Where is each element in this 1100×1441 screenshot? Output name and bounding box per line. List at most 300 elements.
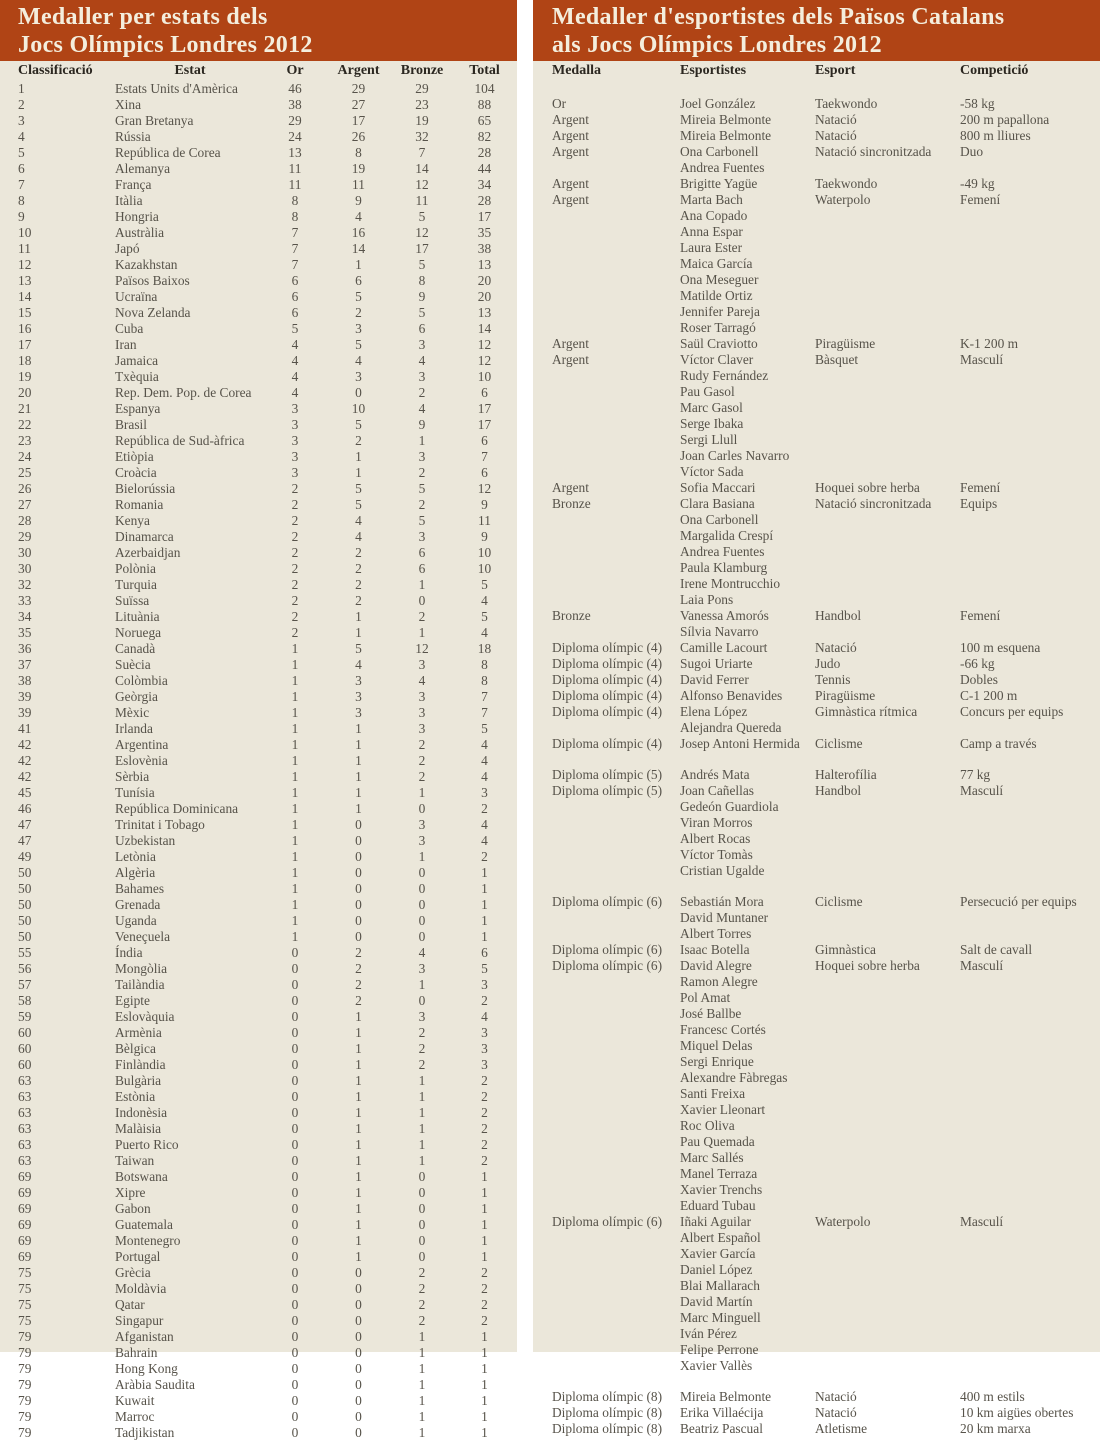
cell-medalla: Diploma olímpic (5)	[552, 782, 663, 798]
cell-rank: 16	[18, 321, 32, 336]
table-row	[533, 272, 1100, 288]
cell-or: 38	[288, 97, 302, 112]
cell-estat: Algèria	[115, 865, 156, 880]
cell-estat: República de Corea	[115, 145, 221, 160]
cell-argent: 2	[355, 977, 362, 992]
cell-esport	[815, 560, 960, 576]
cell-argent: 4	[355, 353, 362, 368]
cell-bronze: 1	[418, 1105, 426, 1120]
cell-or: 46	[288, 81, 302, 96]
cell-rank: 42	[18, 737, 32, 752]
cell-medalla: Argent	[552, 191, 589, 207]
cell-rank: 79	[18, 1329, 32, 1344]
cell-total: 1	[481, 913, 488, 928]
cell-competicio	[960, 1150, 1100, 1166]
cell-estat: Estats Units d'Amèrica	[115, 81, 238, 96]
cell-or: 1	[291, 705, 299, 720]
cell-medalla	[533, 1166, 680, 1182]
table-row	[0, 1297, 517, 1313]
cell-argent: 2	[355, 305, 362, 320]
cell-total: 1	[481, 1185, 488, 1200]
cell-competicio	[960, 1246, 1100, 1262]
cell-medalla	[533, 256, 680, 272]
cell-rank: 30	[18, 545, 32, 560]
cell-argent: 0	[355, 1361, 362, 1376]
cell-esport	[815, 576, 960, 592]
cell-or: 0	[291, 1185, 299, 1200]
cell-or: 8	[291, 193, 299, 208]
cell-esportista	[680, 879, 815, 894]
cell-medalla	[533, 464, 680, 480]
cell-bronze: 1	[418, 1393, 426, 1408]
cell-or: 1	[291, 865, 299, 880]
cell-estat: Iran	[115, 337, 137, 352]
cell-argent: 1	[355, 1073, 362, 1088]
cell-bronze: 11	[415, 193, 429, 208]
table-row	[533, 1230, 1100, 1246]
cell-esportista: Jennifer Pareja	[680, 303, 760, 319]
table-row	[0, 897, 517, 913]
cell-or: 0	[291, 1377, 299, 1392]
cell-competicio	[960, 304, 1100, 320]
cell-total: 1	[481, 1361, 488, 1376]
cell-esportista: Brigitte Yagüe	[680, 175, 758, 191]
cell-total: 1	[481, 1409, 488, 1424]
cell-bronze: 4	[418, 673, 426, 688]
table-row	[0, 673, 517, 689]
cell-estat: Finlàndia	[115, 1057, 166, 1072]
cell-competicio	[960, 974, 1100, 990]
cell-esportista: Marc Minguell	[680, 1309, 761, 1325]
cell-or: 0	[291, 1361, 299, 1376]
cell-esport	[815, 1326, 960, 1342]
cell-argent: 1	[355, 1201, 362, 1216]
table-row	[0, 225, 517, 241]
cell-esport	[815, 400, 960, 416]
cell-medalla: Diploma olímpic (8)	[552, 1404, 663, 1420]
cell-rank: 69	[18, 1185, 32, 1200]
cell-esport	[815, 624, 960, 640]
cell-esportista: Irene Montrucchio	[680, 575, 781, 591]
table-row	[0, 1153, 517, 1169]
cell-argent: 0	[355, 1313, 362, 1328]
cell-bronze: 1	[418, 1425, 426, 1440]
cell-competicio: Camp a través	[960, 735, 1037, 751]
cell-competicio: 10 km aigües obertes	[960, 1404, 1074, 1420]
cell-esport	[815, 368, 960, 384]
column-header-esportistes: Esportistes	[680, 63, 747, 78]
cell-estat: Qatar	[115, 1297, 145, 1312]
cell-esportista: Laura Ester	[680, 239, 743, 255]
cell-competicio	[960, 320, 1100, 336]
cell-total: 3	[481, 1041, 488, 1056]
cell-competicio	[960, 752, 1100, 767]
cell-esportista: Pol Amat	[680, 989, 731, 1005]
cell-estat: Tailàndia	[115, 977, 165, 992]
cell-or: 0	[291, 1169, 299, 1184]
table-row	[533, 958, 1100, 974]
cell-esport: Bàsquet	[815, 351, 859, 367]
column-header-total: Total	[469, 63, 500, 78]
cell-rank: 56	[18, 961, 32, 976]
cell-estat: Txèquia	[115, 369, 159, 384]
table-row	[533, 1405, 1100, 1421]
cell-bronze: 3	[418, 337, 426, 352]
cell-or: 11	[288, 177, 302, 192]
cell-total: 4	[481, 737, 488, 752]
cell-or: 6	[291, 289, 299, 304]
cell-rank: 60	[18, 1041, 32, 1056]
cell-esport	[815, 1102, 960, 1118]
cell-bronze: 2	[418, 1265, 426, 1280]
table-row	[533, 384, 1100, 400]
table-row	[0, 705, 517, 721]
cell-competicio	[960, 1230, 1100, 1246]
table-row	[533, 288, 1100, 304]
cell-argent: 1	[355, 769, 362, 784]
table-row	[533, 656, 1100, 672]
cell-bronze: 0	[418, 1249, 426, 1264]
cell-esportista: José Ballbe	[680, 1005, 742, 1021]
cell-estat: Bielorússia	[115, 481, 176, 496]
cell-argent: 2	[355, 945, 362, 960]
cell-medalla	[533, 624, 680, 640]
cell-medalla	[533, 448, 680, 464]
cell-competicio: Persecució per equips	[960, 893, 1077, 909]
cell-medalla	[533, 1246, 680, 1262]
cell-rank: 50	[18, 913, 32, 928]
cell-competicio	[960, 1038, 1100, 1054]
cell-medalla: Argent	[552, 351, 589, 367]
cell-total: 10	[477, 369, 492, 384]
cell-competicio	[960, 576, 1100, 592]
cell-or: 0	[291, 1201, 299, 1216]
cell-rank: 10	[18, 225, 32, 240]
table-row	[533, 1118, 1100, 1134]
cell-estat: Nova Zelanda	[115, 305, 191, 320]
cell-medalla	[533, 576, 680, 592]
cell-competicio: 77 kg	[960, 766, 991, 782]
cell-esportista: Alfonso Benavides	[680, 687, 783, 703]
cell-bronze: 4	[418, 353, 426, 368]
cell-medalla	[533, 720, 680, 736]
table-row	[533, 736, 1100, 752]
cell-competicio	[960, 448, 1100, 464]
cell-bronze: 0	[418, 913, 426, 928]
column-header-classificacio: Classificació	[18, 63, 93, 78]
cell-competicio	[960, 926, 1100, 942]
cell-rank: 63	[18, 1089, 32, 1104]
cell-or: 2	[291, 545, 299, 560]
cell-total: 104	[474, 81, 495, 96]
column-header-medalla: Medalla	[552, 63, 601, 78]
cell-esport	[815, 815, 960, 831]
cell-esportista: Elena López	[680, 703, 748, 719]
cell-competicio	[960, 1102, 1100, 1118]
cell-argent: 1	[355, 1121, 362, 1136]
cell-estat: República de Sud-àfrica	[115, 433, 245, 448]
cell-medalla	[533, 81, 680, 96]
table-row	[533, 704, 1100, 720]
table-row	[0, 497, 517, 513]
cell-medalla	[533, 1294, 680, 1310]
cell-competicio	[960, 1006, 1100, 1022]
cell-or: 0	[291, 1057, 299, 1072]
cell-competicio: 400 m estils	[960, 1388, 1025, 1404]
cell-or: 11	[288, 161, 302, 176]
cell-medalla: Diploma olímpic (4)	[552, 735, 663, 751]
table-row	[533, 336, 1100, 352]
cell-argent: 1	[355, 1105, 362, 1120]
cell-rank: 50	[18, 897, 32, 912]
cell-bronze: 3	[418, 529, 426, 544]
cell-bronze: 0	[418, 1201, 426, 1216]
cell-argent: 4	[355, 529, 362, 544]
cell-medalla	[533, 1278, 680, 1294]
cell-or: 1	[291, 833, 299, 848]
cell-estat: Colòmbia	[115, 673, 168, 688]
cell-medalla	[533, 208, 680, 224]
cell-or: 0	[291, 961, 299, 976]
table-row	[533, 767, 1100, 783]
cell-esport: Judo	[815, 655, 841, 671]
table-row	[533, 1262, 1100, 1278]
cell-esportista: Joan Cañellas	[680, 782, 755, 798]
table-row	[0, 1185, 517, 1201]
table-row	[0, 289, 517, 305]
cell-estat: Indonèsia	[115, 1105, 168, 1120]
table-row	[533, 1006, 1100, 1022]
cell-estat: Espanya	[115, 401, 161, 416]
cell-esport	[815, 1150, 960, 1166]
cell-estat: Suïssa	[115, 593, 150, 608]
cell-total: 1	[481, 1201, 488, 1216]
cell-rank: 21	[18, 401, 32, 416]
medals-by-state-panel	[0, 0, 517, 1440]
table-row	[0, 1281, 517, 1297]
cell-esport	[815, 863, 960, 879]
cell-bronze: 7	[418, 145, 426, 160]
cell-rank: 79	[18, 1393, 32, 1408]
cell-esportista: Víctor Sada	[680, 463, 744, 479]
cell-bronze: 2	[418, 1057, 426, 1072]
cell-rank: 33	[18, 593, 32, 608]
table-row	[533, 974, 1100, 990]
cell-competicio	[960, 1070, 1100, 1086]
cell-bronze: 1	[418, 1153, 426, 1168]
table-row	[533, 304, 1100, 320]
cell-esportista: Mireia Belmonte	[680, 127, 772, 143]
cell-competicio	[960, 272, 1100, 288]
cell-esportista: Sergi Llull	[680, 431, 738, 447]
cell-medalla	[533, 926, 680, 942]
cell-argent: 27	[351, 97, 366, 112]
cell-esportista: Vanessa Amorós	[680, 607, 769, 623]
cell-estat: Suècia	[115, 657, 151, 672]
cell-esport: Ciclisme	[815, 735, 863, 751]
cell-or: 0	[291, 993, 299, 1008]
cell-or: 0	[291, 1313, 299, 1328]
cell-bronze: 12	[415, 177, 429, 192]
cell-competicio	[960, 240, 1100, 256]
table-row	[0, 913, 517, 929]
cell-medalla	[533, 1022, 680, 1038]
table-row	[0, 817, 517, 833]
cell-argent: 2	[355, 433, 362, 448]
cell-esportista: Margalida Crespí	[680, 527, 774, 543]
cell-medalla	[533, 1086, 680, 1102]
cell-or: 0	[291, 1025, 299, 1040]
cell-or: 0	[291, 1297, 299, 1312]
cell-rank: 14	[18, 289, 32, 304]
cell-or: 6	[291, 273, 299, 288]
cell-or: 7	[291, 257, 299, 272]
cell-competicio: Femení	[960, 479, 1001, 495]
cell-estat: Bulgària	[115, 1073, 162, 1088]
cell-esport	[815, 974, 960, 990]
cell-esport	[815, 1134, 960, 1150]
cell-argent: 2	[355, 961, 362, 976]
cell-or: 0	[291, 1233, 299, 1248]
cell-or: 1	[291, 801, 299, 816]
cell-competicio	[960, 560, 1100, 576]
cell-argent: 1	[355, 753, 362, 768]
cell-total: 12	[477, 337, 492, 352]
cell-total: 4	[481, 625, 488, 640]
cell-total: 3	[481, 785, 488, 800]
cell-argent: 0	[355, 385, 362, 400]
cell-medalla	[533, 240, 680, 256]
cell-total: 1	[481, 1393, 488, 1408]
column-header-bronze: Bronze	[400, 63, 444, 78]
cell-esportista: Daniel López	[680, 1261, 753, 1277]
cell-total: 8	[481, 673, 488, 688]
cell-esport	[815, 272, 960, 288]
cell-medalla	[533, 752, 680, 767]
cell-or: 0	[291, 1009, 299, 1024]
cell-esport: Natació	[815, 1404, 857, 1420]
cell-or: 3	[291, 417, 299, 432]
cell-esport	[815, 847, 960, 863]
cell-medalla: Diploma olímpic (8)	[552, 1388, 663, 1404]
cell-competicio	[960, 831, 1100, 847]
cell-estat: Noruega	[115, 625, 162, 640]
cell-argent: 0	[355, 913, 362, 928]
cell-total: 5	[481, 577, 488, 592]
cell-rank: 24	[18, 449, 32, 464]
cell-bronze: 2	[418, 465, 426, 480]
cell-argent: 0	[355, 1409, 362, 1424]
cell-medalla: Diploma olímpic (4)	[552, 671, 663, 687]
table-row	[0, 161, 517, 177]
cell-medalla	[533, 592, 680, 608]
cell-esport	[815, 1038, 960, 1054]
table-row	[0, 769, 517, 785]
cell-competicio: Masculí	[960, 782, 1004, 798]
column-header-row	[533, 61, 1100, 81]
table-row	[533, 81, 1100, 96]
cell-total: 5	[481, 609, 488, 624]
cell-bronze: 1	[418, 1345, 426, 1360]
cell-estat: Canadà	[115, 641, 156, 656]
cell-or: 1	[291, 673, 299, 688]
cell-total: 10	[477, 561, 492, 576]
cell-bronze: 2	[418, 737, 426, 752]
cell-esportista: Saül Craviotto	[680, 335, 758, 351]
cell-esportista: Xavier Vallès	[680, 1357, 753, 1373]
cell-rank: 69	[18, 1217, 32, 1232]
table-row	[533, 1198, 1100, 1214]
cell-bronze: 2	[418, 753, 426, 768]
cell-esport	[815, 288, 960, 304]
column-header-row	[0, 61, 517, 81]
cell-esportista: Sofia Maccari	[680, 479, 756, 495]
cell-or: 0	[291, 1073, 299, 1088]
cell-esport	[815, 1310, 960, 1326]
table-row	[0, 1425, 517, 1441]
cell-rank: 22	[18, 417, 32, 432]
cell-esportista: Laia Pons	[680, 591, 734, 607]
cell-rank: 79	[18, 1425, 32, 1440]
cell-argent: 10	[351, 401, 366, 416]
cell-or: 0	[291, 1345, 299, 1360]
cell-estat: Egipte	[115, 993, 150, 1008]
cell-or: 1	[291, 737, 299, 752]
cell-medalla	[533, 974, 680, 990]
cell-esportista: Marc Gasol	[680, 399, 743, 415]
table-row	[0, 1009, 517, 1025]
cell-esport	[815, 320, 960, 336]
cell-medalla	[533, 416, 680, 432]
cell-esport	[815, 1358, 960, 1374]
table-row	[0, 1233, 517, 1249]
table-row	[0, 801, 517, 817]
cell-or: 1	[291, 817, 299, 832]
cell-estat: Uganda	[115, 913, 157, 928]
cell-competicio: Dobles	[960, 671, 998, 687]
cell-rank: 49	[18, 849, 32, 864]
cell-rank: 23	[18, 433, 32, 448]
cell-esport	[815, 1166, 960, 1182]
table-row	[0, 689, 517, 705]
cell-bronze: 1	[418, 1121, 426, 1136]
table-row	[533, 576, 1100, 592]
cell-argent: 0	[355, 897, 362, 912]
table-row	[0, 529, 517, 545]
cell-esport: Waterpolo	[815, 191, 871, 207]
cell-bronze: 0	[418, 1169, 426, 1184]
cell-medalla	[533, 1198, 680, 1214]
cell-bronze: 0	[418, 929, 426, 944]
table-row	[533, 1326, 1100, 1342]
cell-rank: 47	[18, 817, 32, 832]
cell-rank: 28	[18, 513, 32, 528]
cell-competicio	[960, 990, 1100, 1006]
cell-competicio	[960, 847, 1100, 863]
table-row	[0, 481, 517, 497]
cell-esport	[815, 1006, 960, 1022]
cell-esportista: Blai Mallarach	[680, 1277, 760, 1293]
table-row	[0, 1041, 517, 1057]
table-row	[0, 577, 517, 593]
table-row	[0, 1313, 517, 1329]
cell-medalla	[533, 1262, 680, 1278]
cell-or: 0	[291, 977, 299, 992]
cell-esport: Ciclisme	[815, 893, 863, 909]
table-row	[0, 385, 517, 401]
cell-total: 4	[481, 817, 488, 832]
table-row	[0, 513, 517, 529]
